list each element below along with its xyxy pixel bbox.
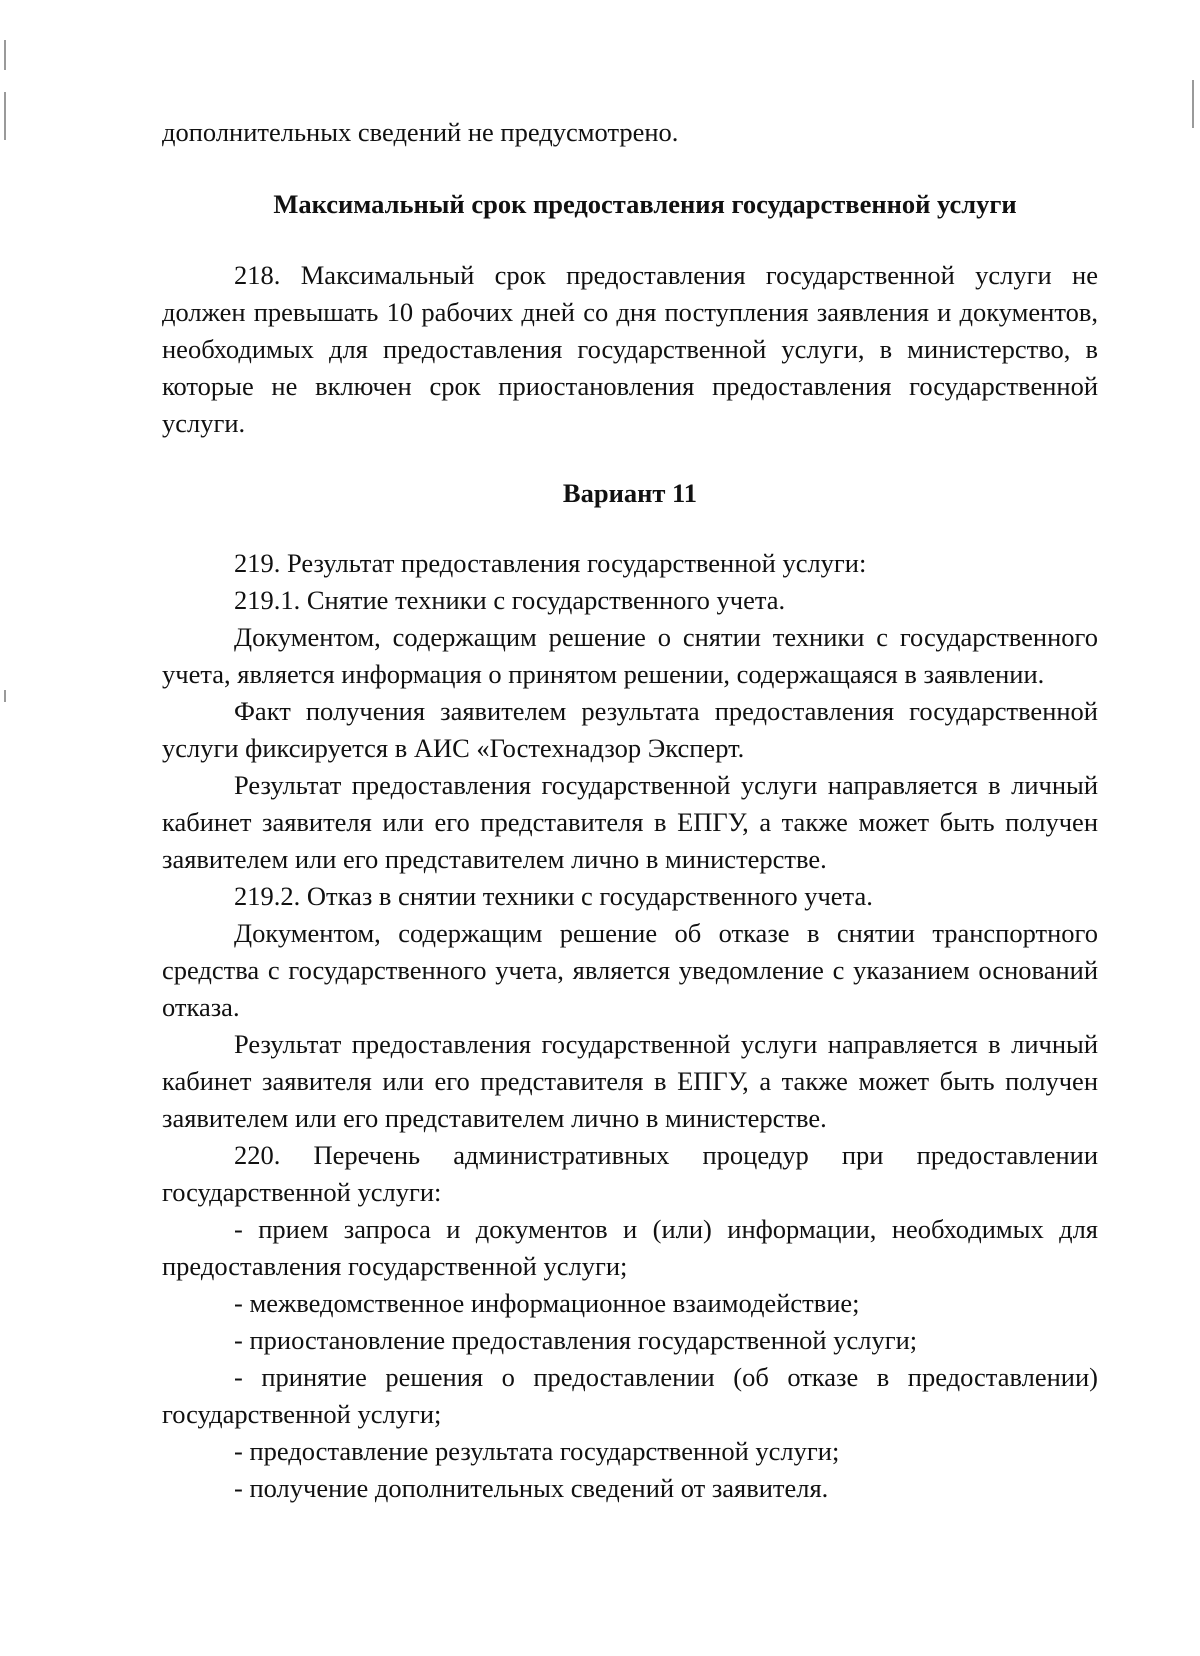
paragraph-219: 219. Результат предоставления государственной услуги: <box>234 548 867 578</box>
list-item: - получение дополнительных сведений от заявителя. <box>234 1473 829 1503</box>
scan-edge-mark <box>1192 80 1194 128</box>
scan-edge-mark <box>4 690 6 702</box>
scan-edge-mark <box>4 40 6 70</box>
section-heading-max-term: Максимальный срок предоставления государственной услуги <box>273 189 1017 219</box>
document-body <box>162 114 1098 1507</box>
list-item: - межведомственное информационное взаимодействие; <box>234 1288 860 1318</box>
paragraph-result-delivery-1: Результат предоставления государственной услуги направляется в личный кабинет заявителя или его представителя в ЕПГУ, а также может быть получен заявителем или его представителем лично в министерстве. <box>162 770 1098 874</box>
section-heading-variant-11: Вариант 11 <box>562 478 698 508</box>
paragraph-continuation: дополнительных сведений не предусмотрено. <box>162 117 679 147</box>
paragraph-decision-document-2: Документом, содержащим решение об отказе в снятии транспортного средства с государственного учета, является уведомление с указанием оснований отказа. <box>162 918 1098 1022</box>
paragraph-218: 218. Максимальный срок предоставления государственной услуги не должен превышать 10 рабочих дней со дня поступления заявления и документов, необходимых для предоставления государственной услуги, в министерство, в которые не включен срок приостановления предоставления государственной услуги. <box>162 260 1098 438</box>
paragraph-220: 220. Перечень административных процедур при предоставлении государственной услуги: <box>162 1140 1098 1207</box>
list-item: - прием запроса и документов и (или) информации, необходимых для предоставления государственной услуги; <box>162 1214 1098 1281</box>
list-item: - приостановление предоставления государственной услуги; <box>234 1325 918 1355</box>
paragraph-decision-document-1: Документом, содержащим решение о снятии техники с государственного учета, является информация о принятом решении, содержащаяся в заявлении. <box>162 622 1098 689</box>
paragraph-result-delivery-2: Результат предоставления государственной услуги направляется в личный кабинет заявителя или его представителя в ЕПГУ, а также может быть получен заявителем или его представителем лично в министерстве. <box>162 1029 1098 1133</box>
list-item: - предоставление результата государственной услуги; <box>234 1436 840 1466</box>
paragraph-219-1: 219.1. Снятие техники с государственного учета. <box>234 585 786 615</box>
scan-edge-mark <box>4 92 6 140</box>
paragraph-219-2: 219.2. Отказ в снятии техники с государственного учета. <box>234 881 873 911</box>
paragraph-fact-received: Факт получения заявителем результата предоставления государственной услуги фиксируется в АИС «Гостехнадзор Эксперт. <box>162 696 1098 763</box>
list-item: - принятие решения о предоставлении (об отказе в предоставлении) государственной услуги; <box>162 1362 1098 1429</box>
